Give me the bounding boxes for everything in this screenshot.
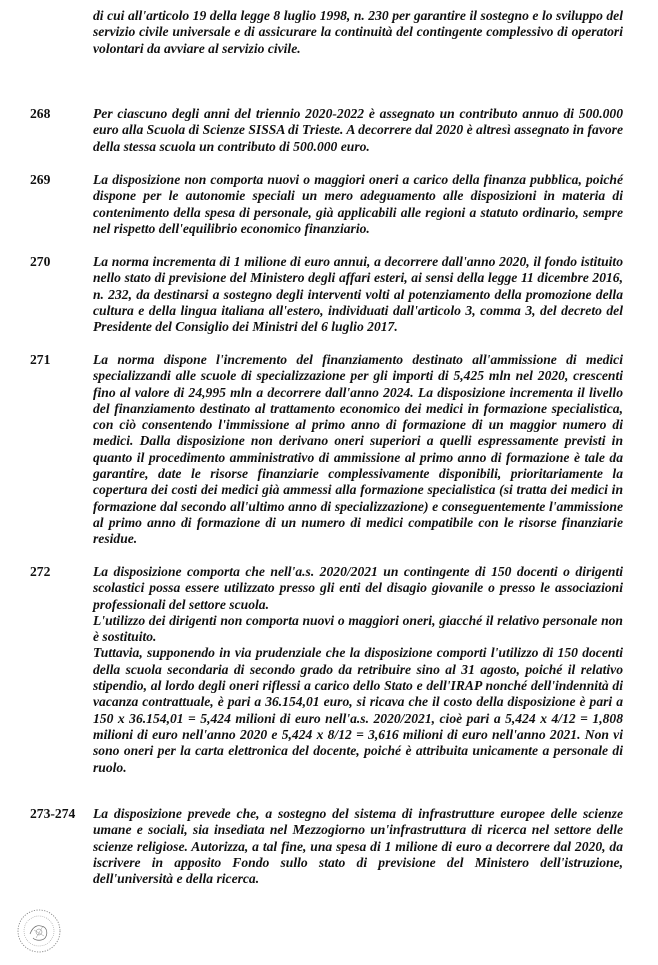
paragraph: La disposizione comporta che nell'a.s. 2020/2021 un contingente di 150 docenti o dirigenti scolastici possa essere utilizzato presso gli enti del disagio giovanile o presso le associazioni professionali del settore scuola. (93, 564, 623, 612)
paragraph: La disposizione prevede che, a sostegno del sistema di infrastrutture europee delle scienze umane e sociali, sia insediata nel Mezzogiorno un'infrastruttura di ricerca nel settore delle scienze religiose. Autorizza, a tal fine, una spesa di 1 milione di euro a decorrere dal 2020, da iscrivere in apposito Fondo sullo stato di previsione del Ministero dell'istruzione, dell'università e della ricerca. (93, 806, 623, 887)
paragraph: Tuttavia, supponendo in via prudenziale che la disposizione comporti l'utilizzo di 150 docenti della scuola secondaria di secondo grado da retribuire sino al 31 agosto, poiché il relativo stipendio, al lordo degli oneri riflessi a carico dello Stato e dell'IRAP nonché dell'indennità di vacanza contrattuale, è pari a 36.154,01 euro, si ricava che il costo della disposizione è pari a 150 x 36.154,01 = 5,424 milioni di euro nell'a.s. 2020/2021, cioè pari a 5,424 x 4/12 = 1,808 milioni di euro nell'anno 2020 e 5,424 x 8/12 = 3,616 milioni di euro nell'anno 2021. Non vi sono oneri per la carta elettronica del docente, poiché è attribuita unicamente a personale di ruolo. (93, 645, 623, 775)
official-seal-icon (16, 908, 62, 954)
entry-number: 271 (30, 352, 51, 367)
paragraph: La disposizione non comporta nuovi o maggiori oneri a carico della finanza pubblica, poiché dispone per le autonomie speciali un mero adeguamento alle disposizioni in materia di contenimento della spesa di personale, già applicabili alle regioni a statuto ordinario, sempre nel rispetto dell'equilibrio economico finanziario. (93, 172, 623, 236)
entry-text (93, 806, 623, 887)
entry-text (93, 352, 623, 548)
paragraph: Per ciascuno degli anni del triennio 2020-2022 è assegnato un contributo annuo di 500.000 euro alla Scuola di Scienze SISSA di Trieste. A decorrere dal 2020 è altresì assegnato in favore della stessa scuola un contributo di 500.000 euro. (93, 106, 623, 154)
entry-text (93, 172, 623, 237)
paragraph: L'utilizzo dei dirigenti non comporta nuovi o maggiori oneri, giacché il relativo personale non è sostituito. (93, 612, 623, 645)
entry-text (93, 254, 623, 335)
entry-number: 273-274 (30, 806, 76, 821)
intro-text: di cui all'articolo 19 della legge 8 luglio 1998, n. 230 per garantire il sostegno e lo sviluppo del servizio civile universale e di assicurare la continuità del contingente complessivo di operatori volontari da avviare al servizio civile. (93, 8, 623, 56)
paragraph: La norma incrementa di 1 milione di euro annui, a decorrere dall'anno 2020, il fondo istituito nello stato di previsione del Ministero degli affari esteri, ai sensi della legge 11 dicembre 2016, n. 232, da destinarsi a sostegno degli interventi volti al potenziamento della promozione della cultura e della lingua italiana all'estero, individuati dall'articolo 3, comma 3, del decreto del Presidente del Consiglio dei Ministri del 6 luglio 2017. (93, 254, 623, 335)
paragraph: La norma dispone l'incremento del finanziamento destinato all'ammissione di medici specializzandi alle scuole di specializzazione per gli importi di 5,425 mln nel 2020, crescenti fino al valore di 24,995 mln a decorrere dall'anno 2024. La disposizione incrementa il livello del finanziamento destinato al trattamento economico dei medici in formazione specialistica, con ciò consentendo l'immissione al primo anno di formazione di un maggior numero di medici. Dalla disposizione non derivano oneri superiori a quelli espressamente previsti in quanto il procedimento amministrativo di ammissione al primo anno di formazione è tale da garantire, date le risorse finanziarie complessivamente disponibili, prioritariamente la copertura dei costi dei medici già ammessi alla formazione specialistica (si tratta dei medici in formazione dal secondo all'ultimo anno di specializzazione) e conseguentemente l'ammissione al primo anno di formazione di un numero di medici compatibile con le risorse finanziarie residue. (93, 352, 623, 547)
entry-text (93, 106, 623, 155)
entry-number: 270 (30, 254, 51, 269)
entry-number: 268 (30, 106, 51, 121)
entry-text (93, 564, 623, 776)
entry-number: 272 (30, 564, 51, 579)
entry-number: 269 (30, 172, 51, 187)
